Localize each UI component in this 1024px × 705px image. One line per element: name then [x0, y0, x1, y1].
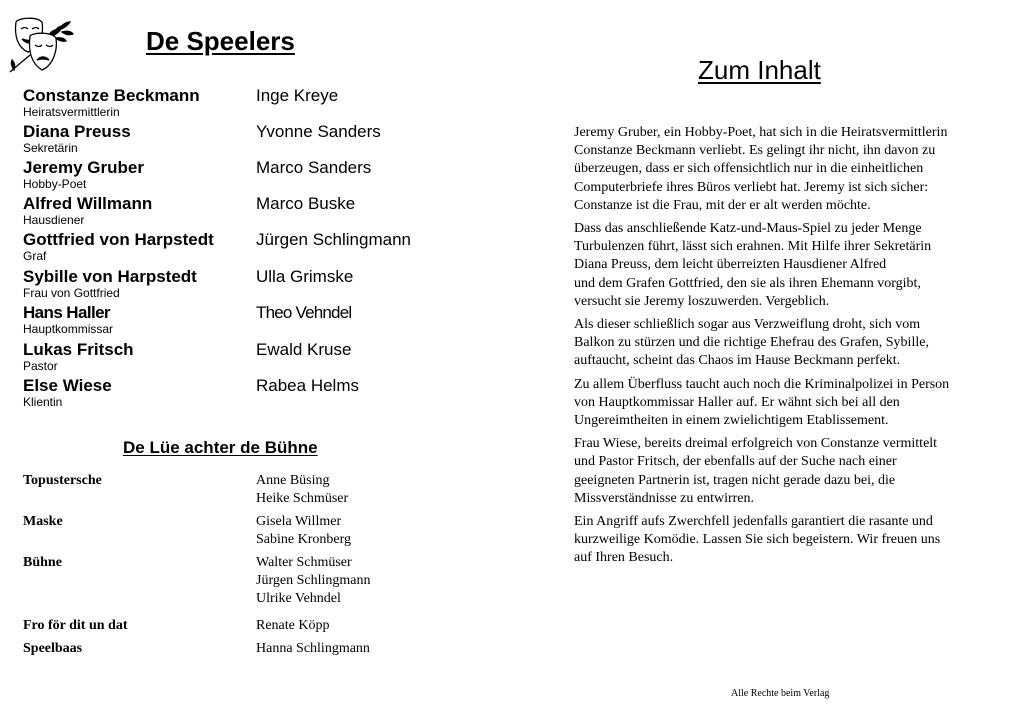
- text-line: Constanze Beckmann verliebt. Es gelingt ihr nicht, ihn davon zu: [574, 143, 936, 159]
- text-line: überzeugen, dass er sich offensichtlich nur in die einheitlichen: [574, 161, 924, 177]
- copyright-note: Alle Rechte beim Verlag: [731, 688, 830, 699]
- crew-member: Hanna Schlingmann: [256, 641, 370, 656]
- cast-row: [23, 340, 463, 376]
- crew-role: Fro för dit un dat: [23, 618, 128, 633]
- cast-row: [23, 158, 463, 194]
- crew-names: [256, 617, 329, 635]
- text-line: Missverständnisse zu entwirren.: [574, 490, 755, 506]
- text-line: Frau Wiese, bereits dreimal erfolgreich von Constanze vermittelt: [574, 436, 938, 452]
- actor-name: Inge Kreye: [256, 86, 339, 105]
- actor-name: Marco Buske: [256, 194, 356, 213]
- actor-name: Ewald Kruse: [256, 340, 352, 359]
- text-line: Jeremy Gruber, ein Hobby-Poet, hat sich in die Heiratsvermittlerin: [574, 125, 948, 140]
- crew-names: [256, 472, 348, 508]
- actor-name: Theo Vehndel: [256, 303, 352, 322]
- text-line: Zu allem Überfluss taucht auch noch die Kriminalpolizei in Person: [574, 376, 950, 392]
- role-description: Sekretärin: [23, 141, 78, 155]
- actor-name: Ulla Grimske: [256, 267, 354, 286]
- crew-role: Speelbaas: [23, 641, 83, 656]
- crew-names: [256, 640, 370, 658]
- crew-member: Gisela Willmer: [256, 514, 342, 529]
- synopsis-paragraph: [574, 376, 994, 431]
- crew-member: Sabine Kronberg: [256, 532, 351, 547]
- crew-member: Heike Schmüser: [256, 491, 349, 506]
- role-name: Else Wiese: [23, 376, 112, 395]
- synopsis-paragraph: [574, 435, 994, 508]
- text-line: Dass das anschließende Katz-und-Maus-Spiel zu jeder Menge: [574, 221, 922, 237]
- crew-names: [256, 554, 370, 608]
- crew-role: Maske: [23, 514, 63, 529]
- role-name: Constanze Beckmann: [23, 86, 200, 105]
- text-line: Diana Preuss, dem leicht überreizten Hausdiener Alfred: [574, 257, 887, 273]
- text-line: auf Ihren Besuch.: [574, 550, 674, 566]
- synopsis-paragraph: [574, 220, 994, 311]
- role-name: Lukas Fritsch: [23, 340, 134, 359]
- text-line: Computerbriefe ihres Büros verliebt hat. Jeremy ist sich sicher:: [574, 179, 929, 195]
- cast-row: [23, 194, 463, 230]
- cast-title: De Speelers: [146, 26, 295, 56]
- text-line: von Hauptkommissar Haller auf. Er wähnt sich bei all den: [574, 394, 900, 410]
- role-description: Graf: [23, 249, 47, 263]
- text-line: Als dieser schließlich sogar aus Verzweiflung droht, sich vom: [574, 317, 921, 333]
- cast-row: [23, 230, 463, 266]
- crew-member: Walter Schmüser: [256, 555, 352, 570]
- text-line: Turbulenzen führt, lässt sich erahnen. Mit Hilfe ihrer Sekretärin: [574, 239, 932, 255]
- role-name: Gottfried von Harpstedt: [23, 230, 214, 249]
- role-description: Heiratsvermittlerin: [23, 105, 120, 119]
- role-description: Frau von Gottfried: [23, 286, 120, 300]
- crew-names: [256, 513, 351, 549]
- text-line: geeigneten Partnerin ist, tragen nicht gerade dazu bei, die: [574, 472, 896, 488]
- synopsis: [574, 124, 994, 573]
- actor-name: Marco Sanders: [256, 158, 372, 177]
- role-name: Jeremy Gruber: [23, 158, 144, 177]
- cast-row: [23, 376, 463, 412]
- role-description: Klientin: [23, 395, 63, 409]
- role-description: Hauptkommissar: [23, 322, 114, 336]
- theatre-masks-icon: [6, 14, 74, 76]
- text-line: Ein Angriff aufs Zwerchfell jedenfalls garantiert die rasante und: [574, 514, 933, 530]
- actor-name: Rabea Helms: [256, 376, 359, 395]
- actor-name: Yvonne Sanders: [256, 122, 381, 141]
- text-line: auftaucht, scheint das Chaos im Hause Beckmann perfekt.: [574, 353, 901, 369]
- crew-member: Anne Büsing: [256, 473, 330, 488]
- cast-row: [23, 303, 463, 339]
- cast-row: [23, 267, 463, 303]
- text-line: und Pastor Fritsch, der ebenfalls auf der Suche nach einer: [574, 454, 897, 470]
- crew-member: Ulrike Vehndel: [256, 591, 341, 606]
- content-title: Zum Inhalt: [698, 55, 821, 85]
- role-description: Pastor: [23, 359, 58, 373]
- text-line: Balkon zu stürzen und die richtige Ehefrau des Grafen, Sybille,: [574, 335, 929, 351]
- synopsis-paragraph: [574, 513, 994, 568]
- text-line: und dem Grafen Gottfried, den sie als ihren Ehemann vorgibt,: [574, 275, 921, 291]
- crew-role: Topustersche: [23, 473, 102, 488]
- synopsis-paragraph: [574, 316, 994, 371]
- text-line: kurzweilige Komödie. Lassen Sie sich begeistern. Wir freuen uns: [574, 532, 941, 548]
- text-line: Constanze ist die Frau, mit der er alt werden möchte.: [574, 197, 871, 213]
- role-name: Hans Haller: [23, 303, 110, 322]
- role-name: Diana Preuss: [23, 122, 131, 141]
- crew-role: Bühne: [23, 555, 62, 570]
- role-name: Alfred Willmann: [23, 194, 153, 213]
- cast-row: [23, 122, 463, 158]
- text-line: Ungereimtheiten in einem zwielichtigem Etablissement.: [574, 413, 889, 429]
- actor-name: Jürgen Schlingmann: [256, 230, 411, 249]
- crew-member: Jürgen Schlingmann: [256, 573, 371, 588]
- cast-row: [23, 86, 463, 122]
- text-line: versucht sie Jeremy loszuwerden. Vergeblich.: [574, 293, 830, 309]
- role-name: Sybille von Harpstedt: [23, 267, 197, 286]
- synopsis-paragraph: [574, 124, 994, 215]
- role-description: Hausdiener: [23, 213, 85, 227]
- crew-title: De Lüe achter de Bühne: [123, 438, 318, 457]
- crew-member: Renate Köpp: [256, 618, 330, 633]
- role-description: Hobby-Poet: [23, 177, 87, 191]
